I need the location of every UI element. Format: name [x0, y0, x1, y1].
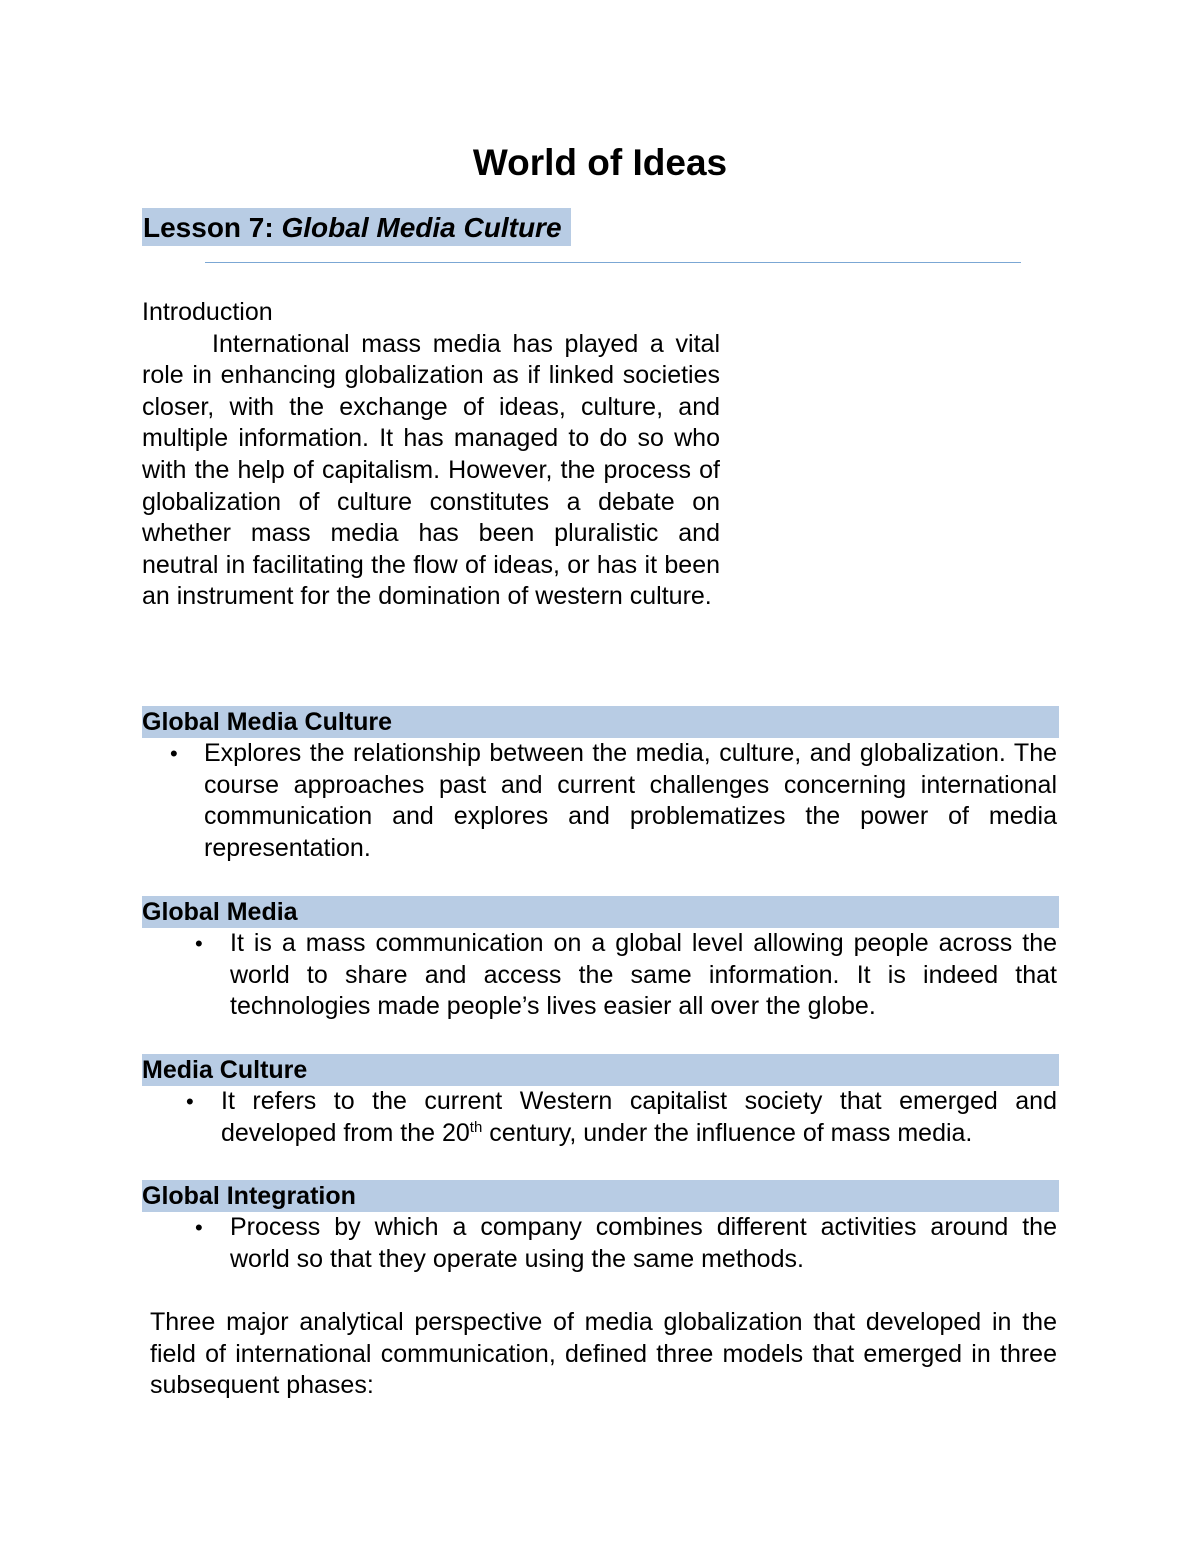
section-media-culture [142, 1054, 1059, 1149]
list-item [170, 738, 1057, 864]
closing-paragraph: Three major analytical perspective of media globalization that developed in the field of international communication, defined three models that emerged in three subsequent phases: [150, 1308, 1057, 1400]
bullet-text-start: It refers to the current Western capitalist society that emerged and developed from the 20 [221, 1087, 1057, 1147]
document-title: World of Ideas [472, 142, 728, 183]
lesson-heading [142, 208, 571, 246]
lesson-prefix: Lesson 7: [143, 212, 282, 243]
bullet-icon: • [195, 931, 203, 956]
section-heading: Global Integration [142, 1180, 1059, 1212]
list-item [195, 928, 1057, 1023]
section-global-integration [142, 1180, 1059, 1275]
list-item [195, 1212, 1057, 1275]
bullet-text-end: century, under the influence of mass media. [482, 1118, 973, 1147]
section-heading: Media Culture [142, 1054, 1059, 1086]
lesson-topic: Global Media Culture [281, 212, 562, 243]
bullet-icon: • [170, 741, 178, 766]
bullet-icon: • [186, 1089, 194, 1114]
introduction-label: Introduction [142, 298, 273, 326]
bullet-text: It is a mass communication on a global level allowing people across the world to share and access the same information. It is indeed that technologies made people’s lives easier all over the globe. [230, 929, 1057, 1021]
introduction-paragraph: International mass media has played a vital role in enhancing globalization as if linked societies closer, with the exchange of ideas, culture, and multiple information. It has managed to do so who with the help of capitalism. However, the process of globalization of culture constitutes a debate on whether mass media has been pluralistic and neutral in facilitating the flow of ideas, or has it been an instrument for the domination of western culture. [142, 329, 720, 611]
bullet-text: Explores the relationship between the media, culture, and globalization. The course approaches past and current challenges concerning international communication and explores and problematizes the power of media representation. [204, 739, 1057, 862]
list-item [186, 1086, 1057, 1149]
bullet-icon: • [195, 1215, 203, 1240]
bullet-text: Process by which a company combines different activities around the world so that they operate using the same methods. [230, 1213, 1057, 1273]
section-heading: Global Media Culture [142, 706, 1059, 738]
heading-divider [205, 262, 1021, 263]
section-global-media-culture [142, 706, 1059, 864]
section-global-media [142, 896, 1059, 1023]
section-heading: Global Media [142, 896, 1059, 928]
ordinal-suffix: th [469, 1118, 483, 1136]
